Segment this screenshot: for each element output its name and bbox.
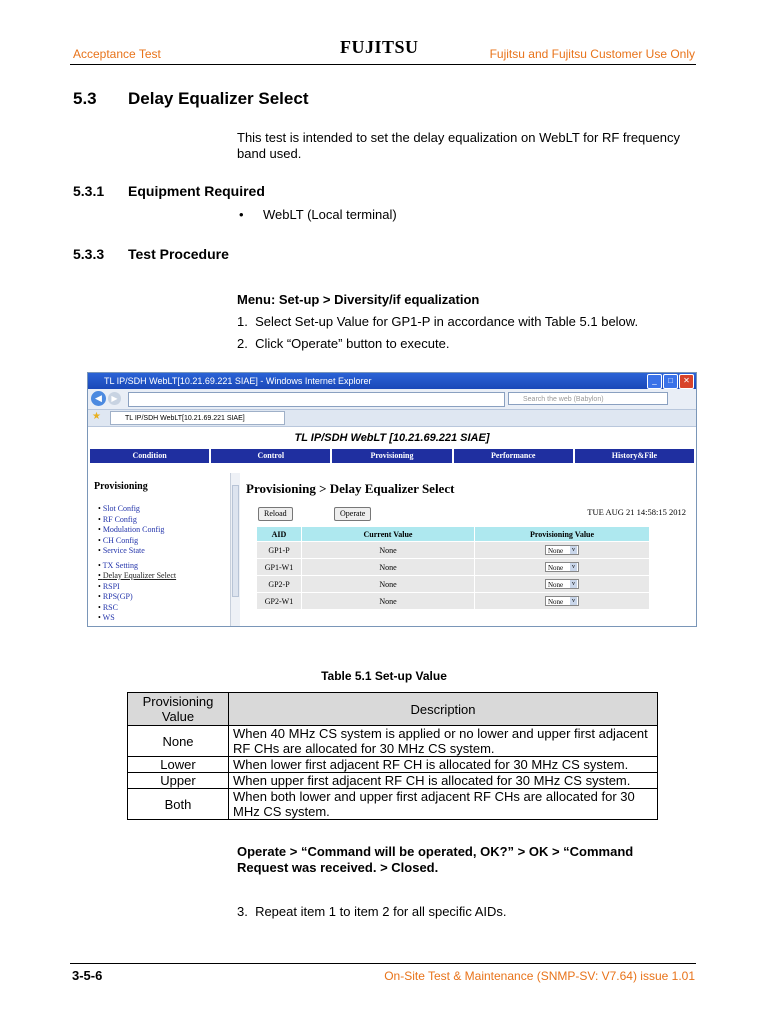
description-cell: When both lower and upper first adjacent RF CHs are allocated for 30 MHz CS system. <box>229 789 658 820</box>
column-header: Description <box>229 693 658 726</box>
current-value-cell: None <box>302 559 475 576</box>
aid-cell: GP2-P <box>257 576 302 593</box>
description-cell: When upper first adjacent RF CH is allocated for 30 MHz CS system. <box>229 773 658 789</box>
search-input[interactable]: Search the web (Babylon) <box>508 392 668 405</box>
bullet: • <box>239 207 244 222</box>
table-header-row <box>257 527 650 542</box>
description-cell: When 40 MHz CS system is applied or no lower and upper first adjacent RF CHs are allocated for 30 MHz CS system. <box>229 726 658 757</box>
browser-tab[interactable]: TL IP/SDH WebLT[10.21.69.221 SIAE] <box>110 411 285 425</box>
ie-title-bar <box>88 373 696 389</box>
provisioning-select[interactable]: None v <box>545 579 579 589</box>
column-header: AID <box>257 527 302 542</box>
close-icon[interactable]: ✕ <box>679 374 694 389</box>
sidebar-scrollbar[interactable] <box>230 473 240 626</box>
step-2: 2. Click “Operate” button to execute. <box>237 336 450 351</box>
provisioning-select[interactable]: None v <box>545 596 579 606</box>
subsection-title: Test Procedure <box>128 246 229 262</box>
nav-provisioning[interactable]: Provisioning <box>332 449 451 463</box>
description-cell: When lower first adjacent RF CH is allocated for 30 MHz CS system. <box>229 757 658 773</box>
provisioning-value-cell <box>475 576 650 593</box>
subsection-title: Equipment Required <box>128 183 265 199</box>
operate-button[interactable]: Operate <box>334 507 371 521</box>
provisioning-value-cell <box>475 559 650 576</box>
value-cell: None <box>128 726 229 757</box>
sidebar-item-delay-equalizer-select[interactable]: • Delay Equalizer Select <box>98 571 230 582</box>
url-input[interactable] <box>128 392 505 407</box>
section-number: 5.3 <box>73 89 97 108</box>
forward-arrow-icon[interactable]: ▶ <box>108 392 121 405</box>
sidebar-item-tx-setting[interactable]: • TX Setting <box>98 561 230 572</box>
provisioning-value-cell <box>475 542 650 559</box>
value-cell: Upper <box>128 773 229 789</box>
step-3: 3. Repeat item 1 to item 2 for all specific AIDs. <box>237 904 507 919</box>
weblt-page-title: Provisioning > Delay Equalizer Select <box>246 481 455 496</box>
value-cell: Lower <box>128 757 229 773</box>
table-row <box>128 773 658 789</box>
nav-control[interactable]: Control <box>211 449 330 463</box>
section-title: Delay Equalizer Select <box>128 89 309 108</box>
weblt-main-panel <box>246 473 686 610</box>
intro-paragraph: This test is intended to set the delay equalization on WebLT for RF frequency band used. <box>237 130 680 161</box>
sidebar-item-slot-config[interactable]: • Slot Config <box>98 504 230 515</box>
maximize-icon[interactable]: □ <box>663 374 678 389</box>
delay-equalizer-table <box>256 526 650 610</box>
subsection-equipment-heading <box>73 183 265 199</box>
table-row <box>128 726 658 757</box>
favorites-star-icon[interactable]: ★ <box>92 411 101 422</box>
provisioning-select[interactable]: None v <box>545 545 579 555</box>
table-caption: Table 5.1 Set-up Value <box>321 669 447 683</box>
address-bar <box>88 389 696 410</box>
table-row <box>257 542 650 559</box>
subsection-procedure-heading <box>73 246 229 262</box>
sidebar-item-ws[interactable]: • WS <box>98 613 230 624</box>
sidebar-item-rsc[interactable]: • RSC <box>98 603 230 614</box>
aid-cell: GP1-P <box>257 542 302 559</box>
table-row <box>257 593 650 610</box>
provisioning-sidebar <box>90 473 231 626</box>
table-row <box>257 576 650 593</box>
header-left-text: Acceptance Test <box>73 47 161 61</box>
nav-history-file[interactable]: History&File <box>575 449 694 463</box>
table-header-row <box>128 693 658 726</box>
footer-rule <box>70 963 696 964</box>
sidebar-title: Provisioning <box>94 481 148 492</box>
datetime-display: TUE AUG 21 14:58:15 2012 <box>587 507 686 517</box>
subsection-number: 5.3.3 <box>73 246 105 262</box>
header-rule <box>70 64 696 65</box>
aid-cell: GP2-W1 <box>257 593 302 610</box>
weblt-nav-bar <box>90 449 694 463</box>
minimize-icon[interactable]: _ <box>647 374 662 389</box>
aid-cell: GP1-W1 <box>257 559 302 576</box>
fujitsu-logo: FUJITSU <box>340 37 419 57</box>
button-row <box>246 507 686 525</box>
table-row <box>128 757 658 773</box>
menu-path: Menu: Set-up > Diversity/if equalization <box>237 292 480 307</box>
step-1: 1. Select Set-up Value for GP1-P in accordance with Table 5.1 below. <box>237 314 639 329</box>
subsection-number: 5.3.1 <box>73 183 105 199</box>
setup-value-table <box>127 692 658 820</box>
sidebar-menu <box>98 504 230 624</box>
value-cell: Both <box>128 789 229 820</box>
nav-performance[interactable]: Performance <box>454 449 573 463</box>
back-arrow-icon[interactable]: ◀ <box>91 391 106 406</box>
tab-bar <box>88 410 696 427</box>
section-heading <box>73 89 308 109</box>
provisioning-value-cell <box>475 593 650 610</box>
sidebar-item-rps-gp[interactable]: • RPS(GP) <box>98 592 230 603</box>
current-value-cell: None <box>302 576 475 593</box>
page-number: 3-5-6 <box>72 968 103 983</box>
sidebar-item-service-state[interactable]: • Service State <box>98 546 230 557</box>
column-header: Current Value <box>302 527 475 542</box>
current-value-cell: None <box>302 593 475 610</box>
table-row <box>128 789 658 820</box>
current-value-cell: None <box>302 542 475 559</box>
equipment-label: WebLT (Local terminal) <box>263 207 397 222</box>
provisioning-select[interactable]: None v <box>545 562 579 572</box>
window-title: TL IP/SDH WebLT[10.21.69.221 SIAE] - Windows Internet Explorer <box>104 376 372 386</box>
nav-condition[interactable]: Condition <box>90 449 209 463</box>
reload-button[interactable]: Reload <box>258 507 293 521</box>
sidebar-item-modulation-config[interactable]: • Modulation Config <box>98 525 230 536</box>
equipment-list-item <box>237 207 397 223</box>
header-right-text: Fujitsu and Fujitsu Customer Use Only <box>489 47 695 61</box>
column-header: Provisioning Value <box>128 693 229 726</box>
table-row <box>257 559 650 576</box>
weblt-app-title: TL IP/SDH WebLT [10.21.69.221 SIAE] <box>294 432 490 444</box>
sidebar-item-rspi[interactable]: • RSPI <box>98 582 230 593</box>
sidebar-item-ch-config[interactable]: • CH Config <box>98 536 230 547</box>
operate-note: Operate > “Command will be operated, OK?” > OK > “Command Request was received. > Closed. <box>237 844 634 875</box>
column-header: Provisioning Value <box>475 527 650 542</box>
sidebar-item-rf-config[interactable]: • RF Config <box>98 515 230 526</box>
weblt-screenshot <box>87 372 697 627</box>
scrollbar-thumb[interactable] <box>232 485 239 597</box>
footer-document-title: On-Site Test & Maintenance (SNMP-SV: V7.64) issue 1.01 <box>384 969 695 983</box>
